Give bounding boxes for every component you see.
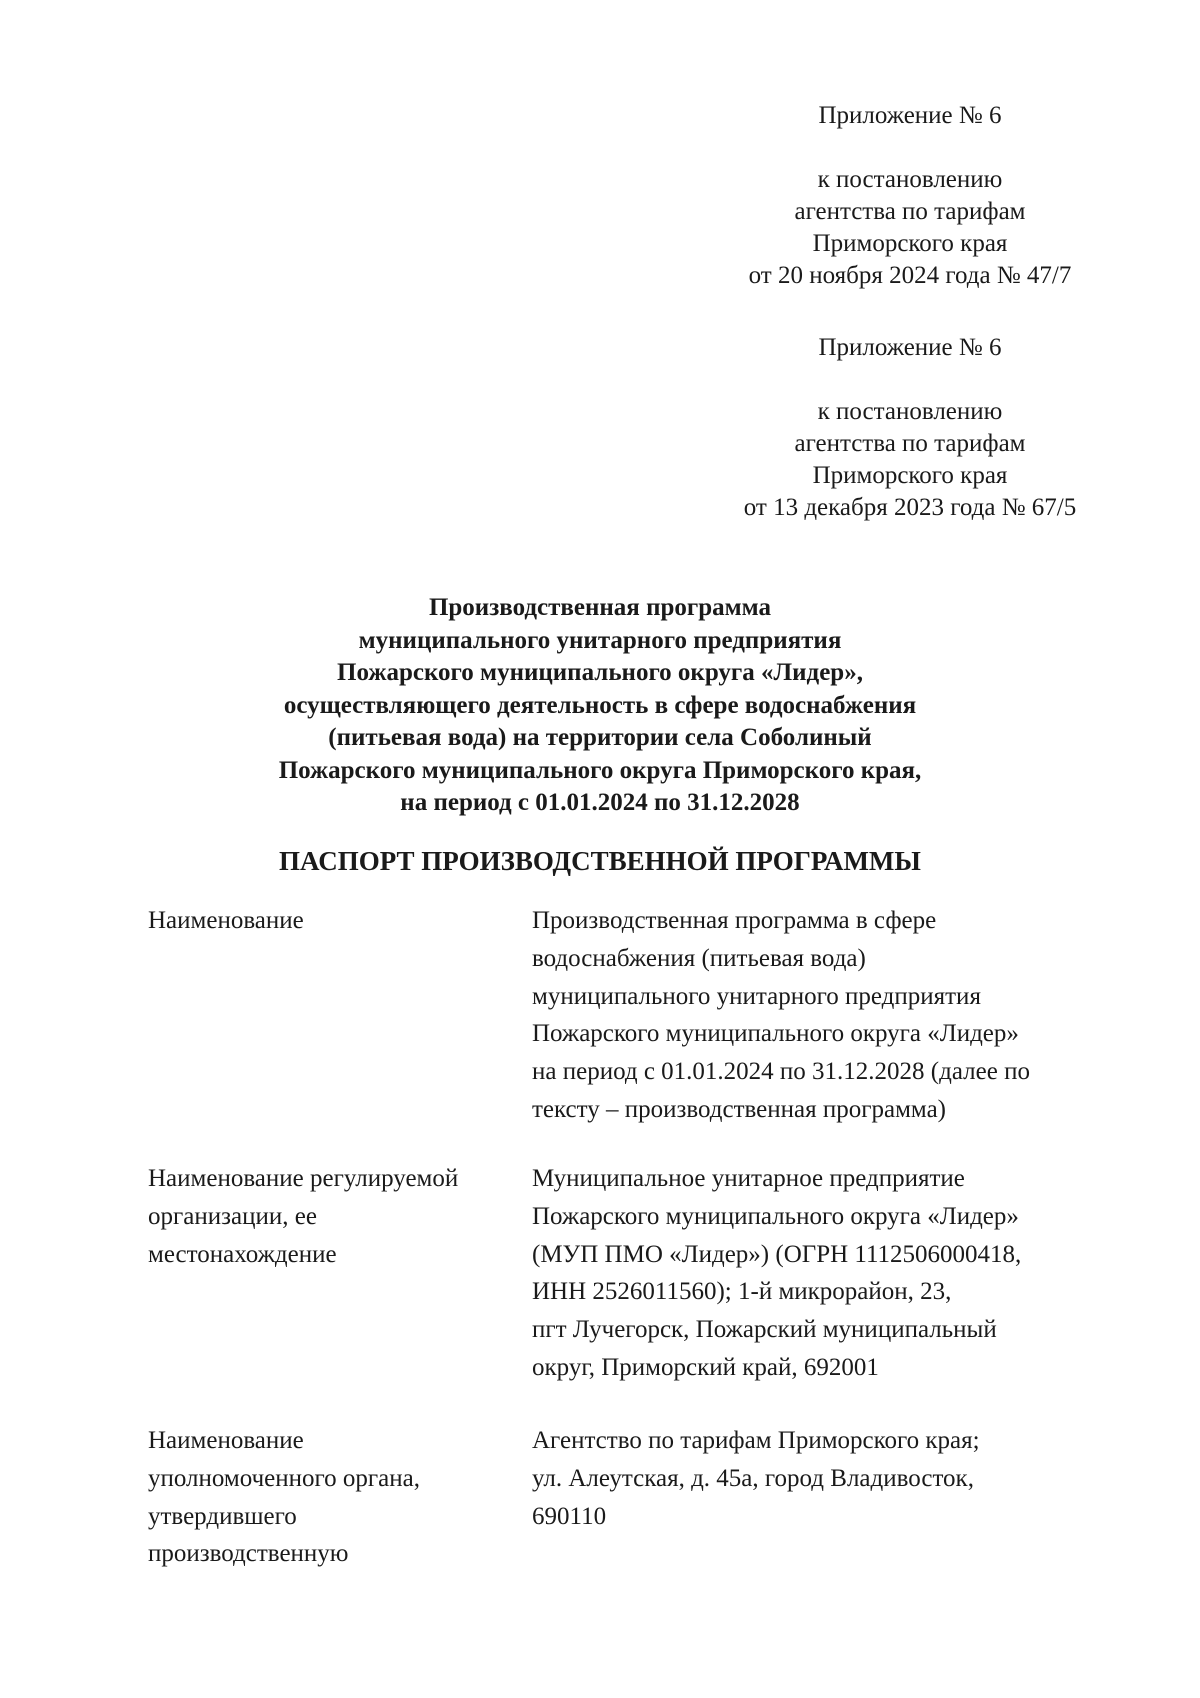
- value-line: 690110: [532, 1502, 607, 1530]
- label-line: Наименование регулируемой: [148, 1165, 459, 1192]
- title-line: Пожарского муниципального округа Приморского края,: [278, 756, 922, 784]
- passport-heading: ПАСПОРТ ПРОИЗВОДСТВЕННОЙ ПРОГРАММЫ: [279, 846, 921, 876]
- value-line: ул. Алеутская, д. 45а, город Владивосток,: [532, 1464, 974, 1492]
- appendix-line: к постановлению: [817, 398, 1003, 425]
- appendix-date-line: от 20 ноября 2024 года № 47/7: [748, 262, 1072, 289]
- title-line: (питьевая вода) на территории села Соболиный: [328, 724, 872, 751]
- row-label: [148, 1422, 508, 1573]
- label-line: утвердившего: [148, 1502, 297, 1530]
- value-line: Производственная программа в сфере: [532, 907, 937, 934]
- row-label: [148, 902, 508, 940]
- value-line: Муниципальное унитарное предприятие: [532, 1165, 965, 1192]
- title-line: Пожарского муниципального округа «Лидер»,: [337, 659, 863, 686]
- value-line: водоснабжения (питьевая вода): [532, 944, 866, 972]
- appendix-block-original: [720, 332, 1100, 524]
- row-value: [532, 902, 1092, 1129]
- label-line: уполномоченного органа,: [148, 1464, 420, 1492]
- appendix-title: Приложение № 6: [818, 102, 1002, 129]
- label-line: организации, ее: [148, 1202, 317, 1230]
- title-line: на период с 01.01.2024 по 31.12.2028: [400, 789, 800, 816]
- value-line: округ, Приморский край, 692001: [532, 1353, 879, 1381]
- row-label: [148, 1160, 508, 1273]
- value-line: тексту – производственная программа): [532, 1095, 947, 1123]
- label-line: Наименование: [148, 1427, 304, 1454]
- label-line: Наименование: [148, 907, 304, 934]
- value-line: Агентство по тарифам Приморского края;: [532, 1427, 980, 1454]
- appendix-line: агентства по тарифам: [794, 198, 1026, 225]
- label-line: производственную: [148, 1540, 349, 1568]
- appendix-title: Приложение № 6: [818, 334, 1002, 361]
- value-line: Пожарского муниципального округа «Лидер»: [532, 1020, 1019, 1048]
- value-line: муниципального унитарного предприятия: [532, 982, 981, 1010]
- value-line: (МУП ПМО «Лидер») (ОГРН 1112506000418,: [532, 1240, 1022, 1268]
- label-line: местонахождение: [148, 1240, 337, 1268]
- document-title: [150, 592, 1050, 820]
- row-value: [532, 1422, 1092, 1535]
- title-line: муниципального унитарного предприятия: [358, 626, 842, 654]
- value-line: на период с 01.01.2024 по 31.12.2028 (далее по: [532, 1058, 1030, 1086]
- appendix-line: Приморского края: [812, 230, 1008, 257]
- appendix-line: Приморского края: [812, 462, 1008, 489]
- title-line: осуществляющего деятельность в сфере водоснабжения: [283, 691, 917, 719]
- title-line: Производственная программа: [428, 594, 772, 621]
- appendix-line: к постановлению: [817, 166, 1003, 193]
- appendix-line: агентства по тарифам: [794, 430, 1026, 457]
- row-value: [532, 1160, 1092, 1387]
- value-line: пгт Лучегорск, Пожарский муниципальный: [532, 1316, 997, 1344]
- value-line: Пожарского муниципального округа «Лидер»: [532, 1202, 1019, 1230]
- appendix-date-line: от 13 декабря 2023 года № 67/5: [743, 494, 1077, 521]
- appendix-block-current: [720, 100, 1100, 292]
- value-line: ИНН 2526011560); 1-й микрорайон, 23,: [532, 1278, 952, 1306]
